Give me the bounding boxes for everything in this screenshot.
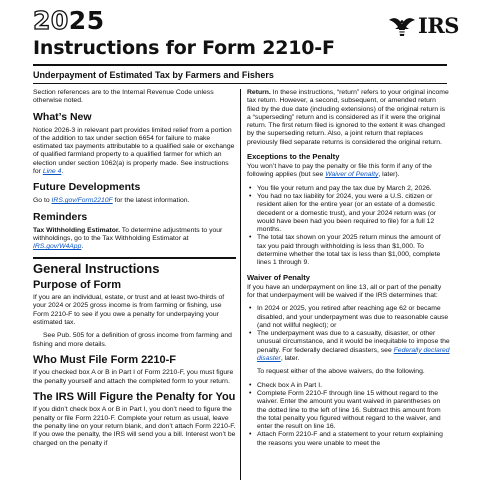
document-subtitle: Underpayment of Estimated Tax by Farmers and Fishers	[33, 70, 274, 80]
waiver-of-penalty-link[interactable]: Waiver of Penalty	[325, 171, 379, 179]
whats-new-heading: What’s New	[33, 110, 92, 123]
purpose-heading: Purpose of Form	[33, 278, 122, 291]
request-waiver-paragraph: To request either of the above waivers, do the following.	[257, 368, 425, 376]
right-column	[247, 89, 450, 453]
purpose-paragraph: If you are an individual, estate, or trust and at least two-thirds of your 2024 or 2025 gross income is from farming or fishing, use Form 2210-F to see if you owe a penalty for underpaying your estimated tax.	[33, 294, 225, 326]
federally-declared-disaster-link[interactable]: Federally declared disaster	[257, 346, 450, 363]
irs-logo	[387, 13, 459, 39]
who-must-file-paragraph: If you checked box A or B in Part I of Form 2210-F, you must figure the penalty yourself and attach the completed form to your return.	[33, 369, 234, 385]
purpose-paragraph-2: See Pub. 505 for a definition of gross income from farming and fishing and more details.	[33, 332, 232, 348]
list-item: • You had no tax liability for 2024, you were a U.S. citizen or resident alien for the entire year (or an estate of a domestic decedent or a domestic trust), and your 2024 return was (or would have been had you been required to file) for a full 12 months.	[257, 193, 450, 234]
waiver-heading: Waiver of Penalty	[247, 272, 311, 282]
year-solid: 25	[68, 6, 105, 35]
document-title: Instructions for Form 2210-F	[33, 37, 335, 59]
title-rule	[33, 64, 447, 66]
subtitle-rule	[33, 83, 447, 84]
future-developments-paragraph: Go to IRS.gov/Form2210F for the latest information.	[33, 197, 190, 205]
reminders-paragraph: Tax Withholding Estimator. To determine adjustments to your withholdings, go to the Tax Withholding Estimator at IRS.gov/W4App.	[33, 226, 223, 251]
year-outline: 20	[33, 6, 69, 35]
list-item: • Check box A in Part I.	[257, 382, 450, 390]
form-2210f-link[interactable]: IRS.gov/Form2210F	[51, 197, 113, 205]
future-developments-heading: Future Developments	[33, 181, 141, 194]
exceptions-heading: Exceptions to the Penalty	[247, 152, 340, 162]
list-item: • The underpayment was due to a casualty, disaster, or other unusual circumstance, and it would be inequitable to impose the penalty. For federally declared disasters, see Federally declared disaster, later.	[257, 330, 450, 363]
exceptions-paragraph: You won’t have to pay the penalty or file this form if any of the following applies (but see Waiver of Penalty, later).	[247, 163, 432, 179]
form-year	[33, 8, 105, 34]
waiver-paragraph: If you have an underpayment on line 13, all or part of the penalty for that underpayment will be waived if the IRS determines that:	[247, 283, 442, 299]
who-must-file-heading: Who Must File Form 2210-F	[33, 353, 177, 366]
return-paragraph: Return. In these instructions, “return” refers to your original income tax return. However, a second, subsequent, or amended return filed by the due date (including extensions) of the original return is a “superseding” return and is considered as if it were the original return. The first return filed is ignored to the extent it was changed by the superseding return. Also, a joint return that replaces previously filed separate returns is considered the original return.	[247, 89, 449, 146]
list-item: • Attach Form 2210-F and a statement to your return explaining the reasons you were unable to meet the	[257, 431, 450, 448]
irs-logo-text: IRS	[418, 13, 459, 38]
line-4-link[interactable]: Line 4	[42, 168, 62, 176]
irs-figure-penalty-paragraph: If you didn’t check box A or B in Part I, you don’t need to figure the penalty or file Form 2210-F. Complete your return as usual, leave the penalty line on your return blank, and don’t attach Form 2210-F. If you owe the penalty, the IRS will send you a bill. Interest won’t be charged on the penalty if	[33, 406, 236, 447]
list-item: • In 2024 or 2025, you retired after reaching age 62 or became disabled, and your underpayment was due to reasonable cause (and not willful neglect); or	[257, 305, 450, 330]
whats-new-paragraph: Notice 2026-3 in relevant part provides limited relief from a portion of the addition to tax under section 6654 for failure to make estimated tax payments attributable to a qualified sale or exchange of qualified farmland property to a qualified farmer for which an election under section 1062(a) is properly made. See instructions for Line 4.	[33, 126, 235, 176]
waiver-list	[247, 305, 450, 363]
irs-figure-penalty-heading: The IRS Will Figure the Penalty for You	[33, 390, 236, 403]
list-item: • You file your return and pay the tax due by March 2, 2026.	[257, 185, 450, 193]
w4app-link[interactable]: IRS.gov/W4App	[33, 243, 82, 251]
list-item: • The total tax shown on your 2025 return minus the amount of tax you paid through withholding is less than $1,000. To determine whether the total tax is less than $1,000, complete lines 1 through 9.	[257, 234, 450, 267]
eagle-icon	[387, 13, 417, 39]
intro-text: Section references are to the Internal Revenue Code unless otherwise noted.	[33, 89, 214, 105]
list-item: • Complete Form 2210-F through line 15 without regard to the waiver. Enter the amount you want waived in parentheses on the dotted line to the left of line 16. Subtract this amount from the total penalty you figured without regard to the waiver, and enter the result on line 16.	[257, 390, 450, 431]
exceptions-list	[247, 185, 450, 268]
general-instructions-heading: General Instructions	[33, 257, 236, 276]
reminders-heading: Reminders	[33, 210, 88, 223]
request-list	[247, 382, 450, 448]
left-column	[33, 89, 236, 453]
column-divider	[240, 89, 241, 480]
